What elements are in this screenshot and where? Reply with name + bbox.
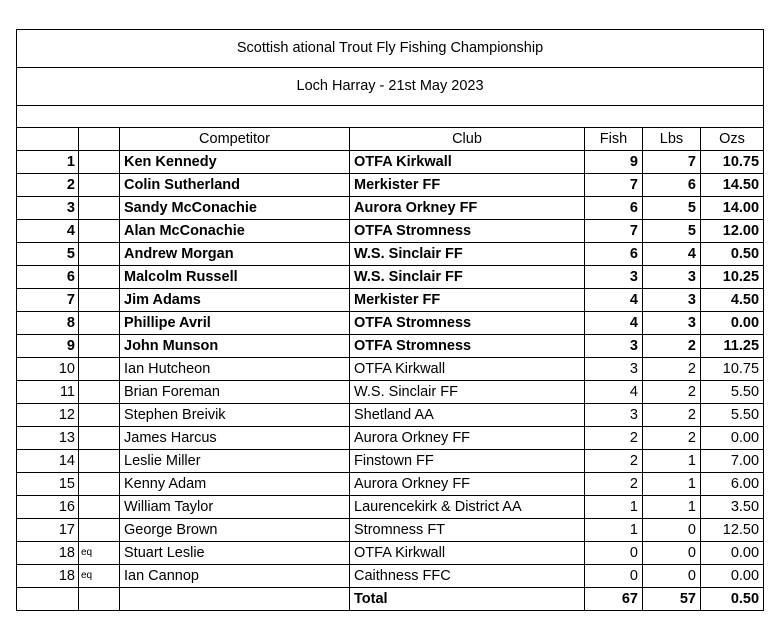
eq-cell <box>79 312 120 335</box>
header-fish: Fish <box>585 128 643 151</box>
table-row <box>17 220 764 243</box>
eq-cell <box>79 450 120 473</box>
fish-cell: 3 <box>585 266 643 289</box>
ozs-cell: 3.50 <box>701 496 764 519</box>
ozs-cell: 6.00 <box>701 473 764 496</box>
spacer-row <box>17 106 764 128</box>
table-row <box>17 496 764 519</box>
position-cell: 11 <box>17 381 79 404</box>
club-cell: Caithness FFC <box>350 565 585 588</box>
position-cell: 8 <box>17 312 79 335</box>
total-row <box>17 588 764 611</box>
fish-cell: 3 <box>585 404 643 427</box>
eq-cell: eq <box>79 565 120 588</box>
competitor-cell: Ken Kennedy <box>120 151 350 174</box>
fish-cell: 6 <box>585 197 643 220</box>
lbs-cell: 5 <box>643 197 701 220</box>
subtitle-row <box>17 68 764 106</box>
fish-cell: 4 <box>585 289 643 312</box>
lbs-cell: 3 <box>643 289 701 312</box>
table-row <box>17 358 764 381</box>
table-row <box>17 174 764 197</box>
fish-cell: 6 <box>585 243 643 266</box>
lbs-cell: 1 <box>643 496 701 519</box>
ozs-cell: 10.75 <box>701 151 764 174</box>
position-cell: 4 <box>17 220 79 243</box>
lbs-cell: 3 <box>643 266 701 289</box>
eq-cell <box>79 197 120 220</box>
table-row <box>17 335 764 358</box>
fish-cell: 2 <box>585 427 643 450</box>
fish-cell: 9 <box>585 151 643 174</box>
lbs-cell: 2 <box>643 381 701 404</box>
table-row <box>17 197 764 220</box>
table-row <box>17 381 764 404</box>
table-row <box>17 289 764 312</box>
club-cell: OTFA Kirkwall <box>350 542 585 565</box>
ozs-cell: 5.50 <box>701 381 764 404</box>
lbs-cell: 2 <box>643 427 701 450</box>
results-sheet <box>16 29 763 611</box>
ozs-cell: 0.00 <box>701 542 764 565</box>
table-row <box>17 519 764 542</box>
header-ozs: Ozs <box>701 128 764 151</box>
eq-cell <box>79 381 120 404</box>
table-row <box>17 450 764 473</box>
ozs-cell: 11.25 <box>701 335 764 358</box>
ozs-cell: 0.50 <box>701 243 764 266</box>
ozs-cell: 10.25 <box>701 266 764 289</box>
club-cell: OTFA Kirkwall <box>350 358 585 381</box>
club-cell: Shetland AA <box>350 404 585 427</box>
lbs-cell: 5 <box>643 220 701 243</box>
eq-cell <box>79 266 120 289</box>
table-row <box>17 427 764 450</box>
eq-cell <box>79 519 120 542</box>
table-row <box>17 312 764 335</box>
club-cell: Merkister FF <box>350 289 585 312</box>
position-cell: 3 <box>17 197 79 220</box>
position-cell: 18 <box>17 565 79 588</box>
position-cell: 6 <box>17 266 79 289</box>
lbs-cell: 7 <box>643 151 701 174</box>
fish-cell: 1 <box>585 496 643 519</box>
lbs-cell: 1 <box>643 450 701 473</box>
competitor-cell: William Taylor <box>120 496 350 519</box>
fish-cell: 7 <box>585 174 643 197</box>
fish-cell: 7 <box>585 220 643 243</box>
spacer-cell <box>17 106 764 128</box>
club-cell: Aurora Orkney FF <box>350 427 585 450</box>
competitor-cell: Malcolm Russell <box>120 266 350 289</box>
sheet-subtitle: Loch Harray - 21st May 2023 <box>17 68 764 106</box>
fish-cell: 3 <box>585 358 643 381</box>
total-fish: 67 <box>585 588 643 611</box>
competitor-cell: Brian Foreman <box>120 381 350 404</box>
eq-cell <box>79 335 120 358</box>
results-table <box>16 29 764 611</box>
lbs-cell: 2 <box>643 335 701 358</box>
total-blank-eq <box>79 588 120 611</box>
club-cell: OTFA Stromness <box>350 335 585 358</box>
competitor-cell: Kenny Adam <box>120 473 350 496</box>
position-cell: 15 <box>17 473 79 496</box>
eq-cell <box>79 496 120 519</box>
position-cell: 12 <box>17 404 79 427</box>
fish-cell: 4 <box>585 381 643 404</box>
eq-cell <box>79 174 120 197</box>
club-cell: Finstown FF <box>350 450 585 473</box>
ozs-cell: 0.00 <box>701 565 764 588</box>
fish-cell: 2 <box>585 450 643 473</box>
club-cell: Aurora Orkney FF <box>350 197 585 220</box>
table-row <box>17 243 764 266</box>
ozs-cell: 14.00 <box>701 197 764 220</box>
club-cell: OTFA Kirkwall <box>350 151 585 174</box>
competitor-cell: Sandy McConachie <box>120 197 350 220</box>
header-lbs: Lbs <box>643 128 701 151</box>
lbs-cell: 0 <box>643 519 701 542</box>
lbs-cell: 4 <box>643 243 701 266</box>
position-cell: 10 <box>17 358 79 381</box>
eq-cell <box>79 473 120 496</box>
club-cell: Stromness FT <box>350 519 585 542</box>
fish-cell: 0 <box>585 565 643 588</box>
fish-cell: 3 <box>585 335 643 358</box>
position-cell: 14 <box>17 450 79 473</box>
position-cell: 7 <box>17 289 79 312</box>
total-blank-name <box>120 588 350 611</box>
header-row <box>17 128 764 151</box>
title-row <box>17 30 764 68</box>
competitor-cell: Stuart Leslie <box>120 542 350 565</box>
position-cell: 5 <box>17 243 79 266</box>
lbs-cell: 0 <box>643 565 701 588</box>
position-cell: 2 <box>17 174 79 197</box>
club-cell: OTFA Stromness <box>350 312 585 335</box>
competitor-cell: Stephen Breivik <box>120 404 350 427</box>
position-cell: 17 <box>17 519 79 542</box>
fish-cell: 4 <box>585 312 643 335</box>
club-cell: W.S. Sinclair FF <box>350 266 585 289</box>
header-eq <box>79 128 120 151</box>
competitor-cell: Ian Cannop <box>120 565 350 588</box>
ozs-cell: 0.00 <box>701 427 764 450</box>
eq-cell <box>79 358 120 381</box>
position-cell: 9 <box>17 335 79 358</box>
eq-cell <box>79 243 120 266</box>
table-row <box>17 542 764 565</box>
lbs-cell: 0 <box>643 542 701 565</box>
eq-cell <box>79 151 120 174</box>
table-row <box>17 151 764 174</box>
ozs-cell: 14.50 <box>701 174 764 197</box>
lbs-cell: 3 <box>643 312 701 335</box>
eq-cell <box>79 404 120 427</box>
competitor-cell: George Brown <box>120 519 350 542</box>
ozs-cell: 10.75 <box>701 358 764 381</box>
header-club: Club <box>350 128 585 151</box>
total-label: Total <box>350 588 585 611</box>
lbs-cell: 6 <box>643 174 701 197</box>
competitor-cell: Alan McConachie <box>120 220 350 243</box>
fish-cell: 1 <box>585 519 643 542</box>
ozs-cell: 0.00 <box>701 312 764 335</box>
position-cell: 1 <box>17 151 79 174</box>
lbs-cell: 1 <box>643 473 701 496</box>
eq-cell <box>79 220 120 243</box>
sheet-title: Scottish ational Trout Fly Fishing Championship <box>17 30 764 68</box>
lbs-cell: 2 <box>643 358 701 381</box>
total-lbs: 57 <box>643 588 701 611</box>
competitor-cell: Colin Sutherland <box>120 174 350 197</box>
competitor-cell: Andrew Morgan <box>120 243 350 266</box>
competitor-cell: Leslie Miller <box>120 450 350 473</box>
club-cell: W.S. Sinclair FF <box>350 381 585 404</box>
ozs-cell: 5.50 <box>701 404 764 427</box>
ozs-cell: 12.00 <box>701 220 764 243</box>
total-ozs: 0.50 <box>701 588 764 611</box>
club-cell: Merkister FF <box>350 174 585 197</box>
table-row <box>17 404 764 427</box>
competitor-cell: James Harcus <box>120 427 350 450</box>
header-position <box>17 128 79 151</box>
ozs-cell: 7.00 <box>701 450 764 473</box>
lbs-cell: 2 <box>643 404 701 427</box>
competitor-cell: Jim Adams <box>120 289 350 312</box>
ozs-cell: 4.50 <box>701 289 764 312</box>
club-cell: OTFA Stromness <box>350 220 585 243</box>
fish-cell: 0 <box>585 542 643 565</box>
club-cell: Laurencekirk & District AA <box>350 496 585 519</box>
header-competitor: Competitor <box>120 128 350 151</box>
club-cell: Aurora Orkney FF <box>350 473 585 496</box>
table-row <box>17 565 764 588</box>
competitor-cell: Phillipe Avril <box>120 312 350 335</box>
competitor-cell: Ian Hutcheon <box>120 358 350 381</box>
total-blank-pos <box>17 588 79 611</box>
position-cell: 16 <box>17 496 79 519</box>
position-cell: 18 <box>17 542 79 565</box>
competitor-cell: John Munson <box>120 335 350 358</box>
table-row <box>17 266 764 289</box>
eq-cell <box>79 427 120 450</box>
ozs-cell: 12.50 <box>701 519 764 542</box>
fish-cell: 2 <box>585 473 643 496</box>
club-cell: W.S. Sinclair FF <box>350 243 585 266</box>
position-cell: 13 <box>17 427 79 450</box>
eq-cell <box>79 289 120 312</box>
table-row <box>17 473 764 496</box>
eq-cell: eq <box>79 542 120 565</box>
